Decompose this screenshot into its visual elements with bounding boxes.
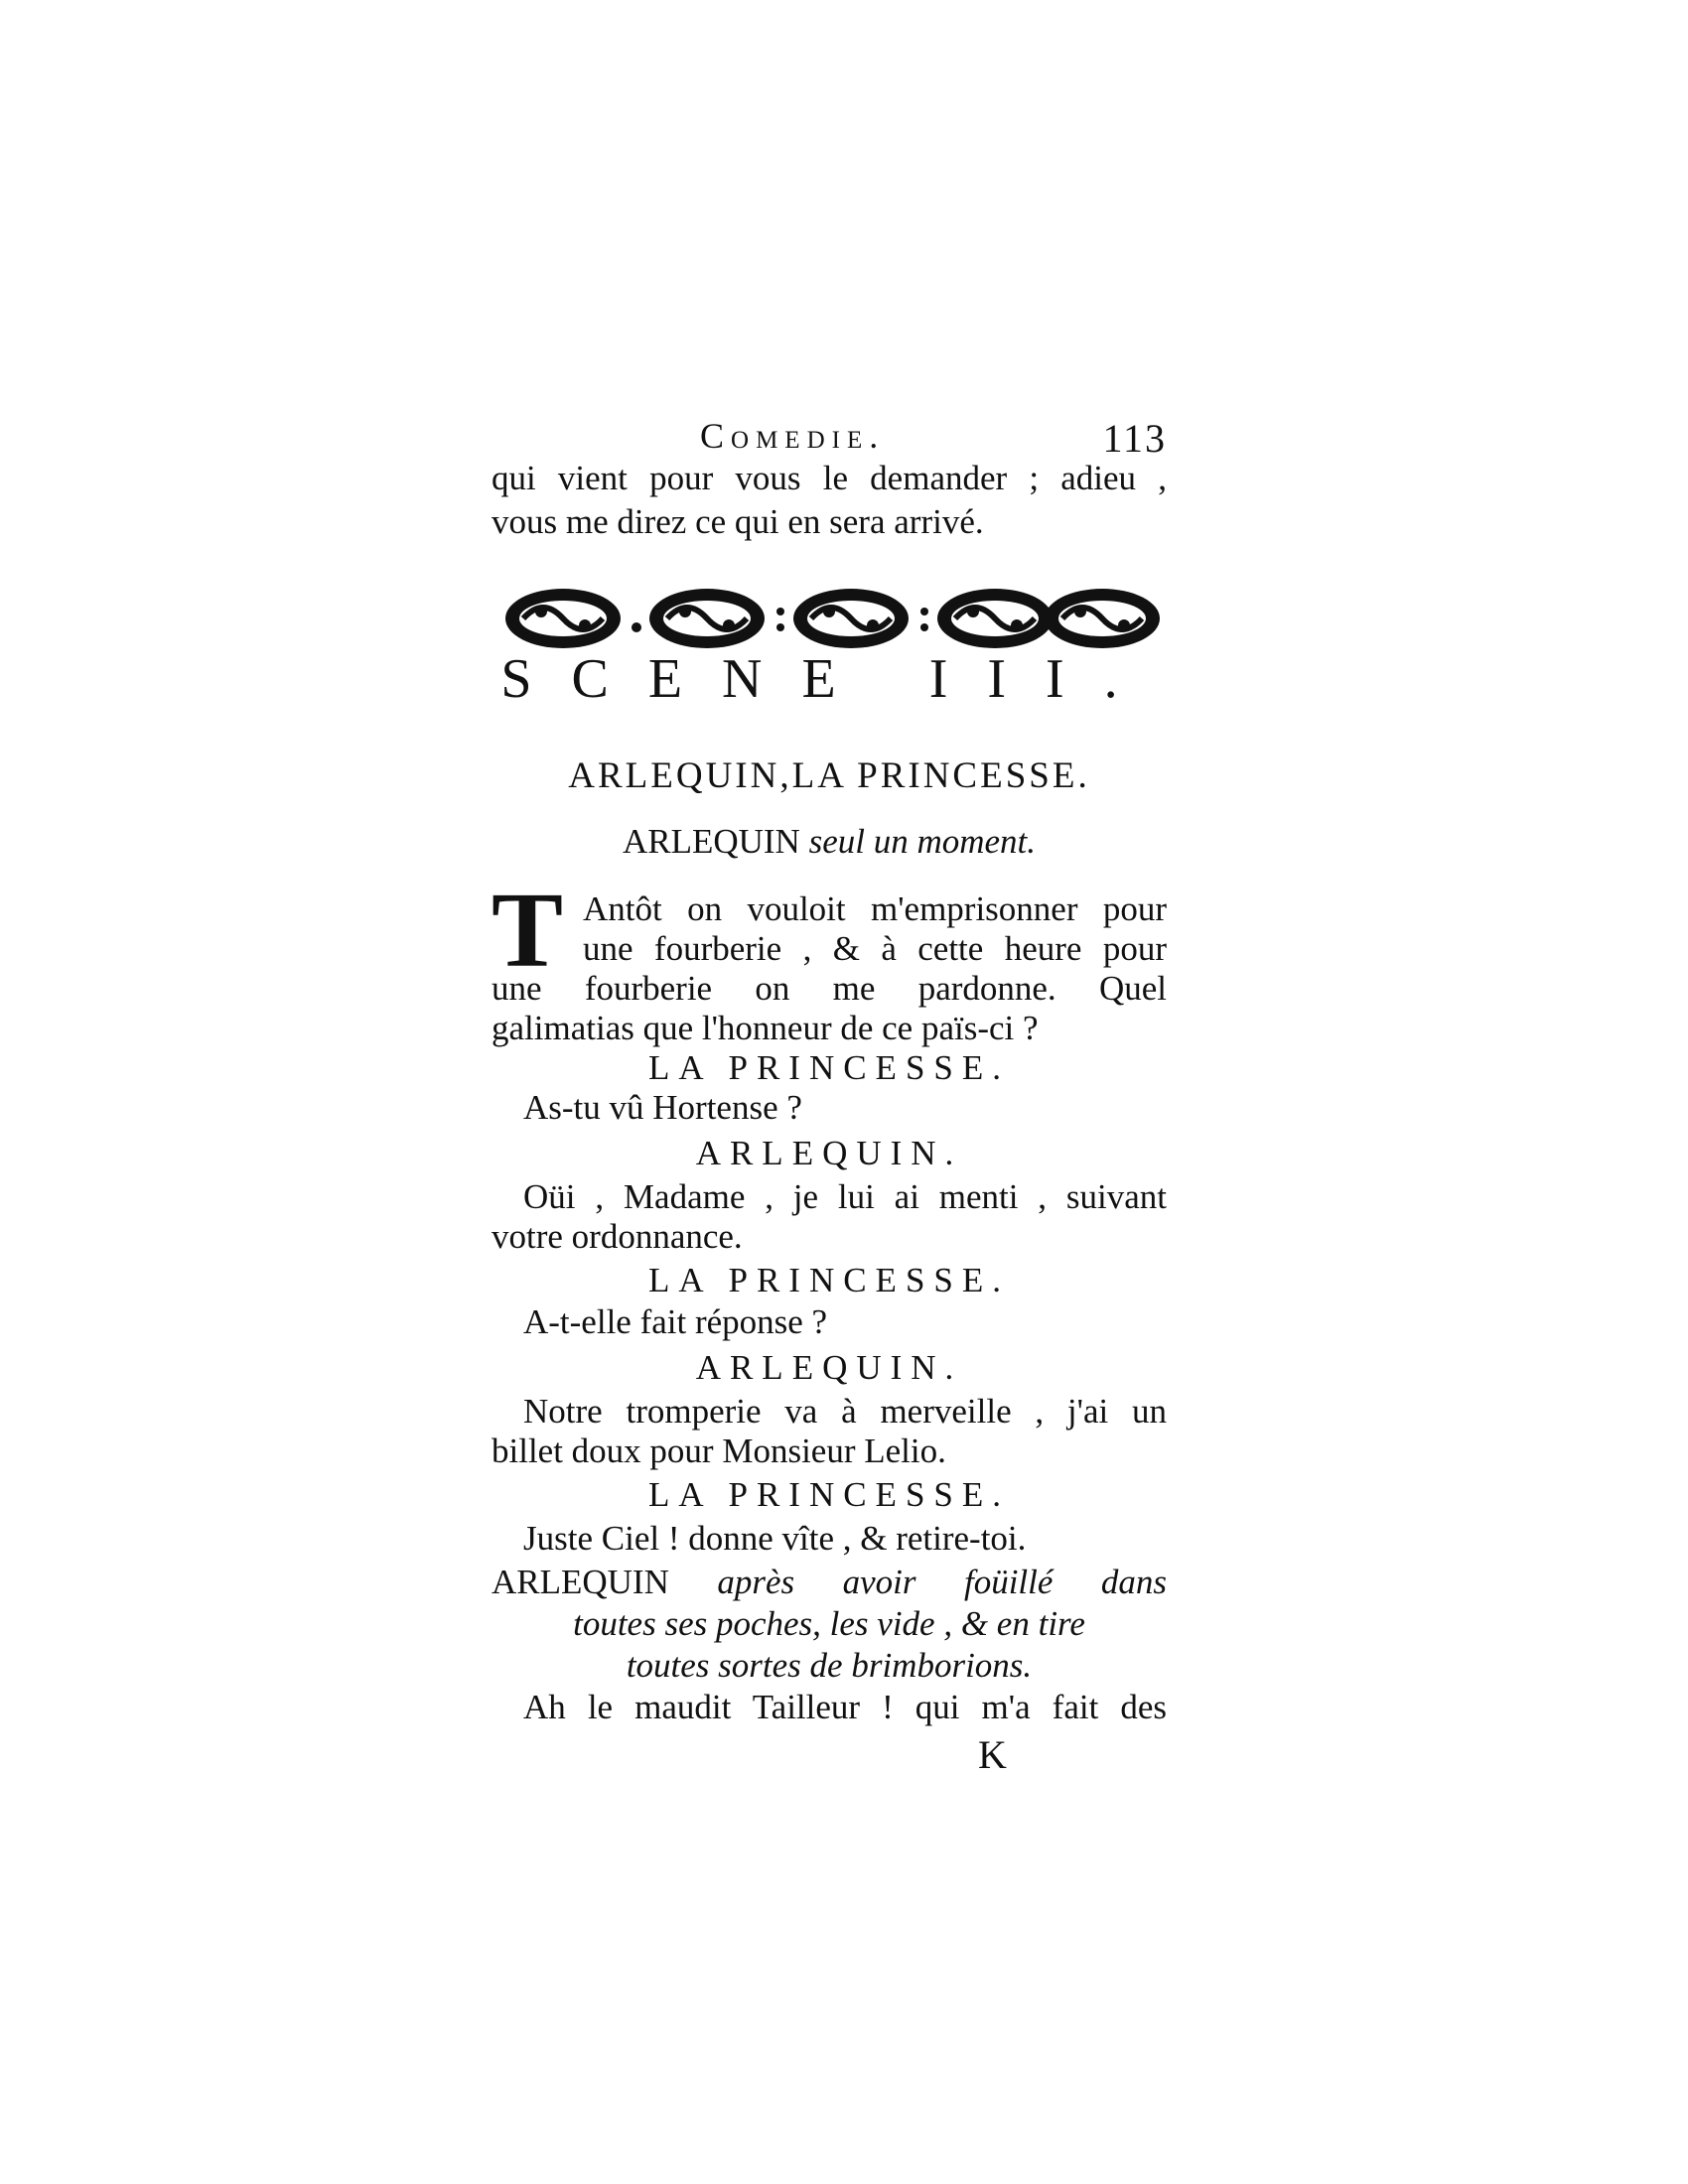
speaker-name: ARLEQUIN	[492, 1563, 669, 1601]
speech-line: une fourberie on me pardonne. Quel	[492, 969, 1167, 1008]
scene-title: SCENE III.	[500, 648, 1158, 710]
speaker-name: ARLEQUIN.	[695, 1348, 963, 1387]
stage-direction: toutes sortes de brimborions.	[626, 1646, 1033, 1685]
cast-line: ARLEQUIN,LA PRINCESSE.	[568, 755, 1090, 796]
speech-line: As-tu vû Hortense ?	[523, 1088, 802, 1127]
running-head-title: Comedie.	[700, 416, 886, 456]
speaker-name: ARLEQUIN	[622, 822, 800, 861]
speech-line: Antôt on vouloit m'emprisonner pour	[583, 889, 1167, 928]
intro-line: vous me direz ce qui en sera arrivé.	[492, 502, 984, 541]
drop-cap: T	[492, 872, 564, 990]
speaker-name: LA PRINCESSE.	[648, 1048, 1010, 1087]
speech-line: galimatias que l'honneur de ce païs-ci ?	[492, 1009, 1039, 1047]
speech-line: Juste Ciel ! donne vîte , & retire-toi.	[523, 1519, 1027, 1558]
speaker-name: LA PRINCESSE.	[648, 1261, 1010, 1299]
speaker-name: LA PRINCESSE.	[648, 1475, 1010, 1514]
speech-line: billet doux pour Monsieur Lelio.	[492, 1432, 946, 1470]
stage-direction: seul un moment.	[808, 822, 1037, 861]
page-number: 113	[1102, 416, 1167, 461]
speaker-with-direction	[492, 1563, 1167, 1602]
speaker-name: ARLEQUIN.	[695, 1134, 963, 1172]
signature-mark: K	[978, 1732, 1007, 1777]
speaker-with-direction	[492, 822, 1167, 862]
stage-direction: après avoir foüillé dans	[717, 1563, 1167, 1601]
fleuron-ornament-icon	[501, 582, 1162, 655]
speech-line: une fourberie , & à cette heure pour	[583, 929, 1167, 968]
speech-line: Ah le maudit Tailleur ! qui m'a fait des	[523, 1688, 1167, 1726]
running-head	[492, 415, 1167, 459]
speech-line: Notre tromperie va à merveille , j'ai un	[523, 1392, 1167, 1431]
speech-line: votre ordonnance.	[492, 1217, 743, 1256]
intro-line: qui vient pour vous le demander ; adieu ,	[492, 459, 1167, 497]
stage-direction: toutes ses poches, les vide , & en tire	[573, 1604, 1085, 1643]
speech-line: Oüi , Madame , je lui ai menti , suivant	[523, 1177, 1167, 1216]
speech-line: A-t-elle fait réponse ?	[523, 1302, 828, 1341]
